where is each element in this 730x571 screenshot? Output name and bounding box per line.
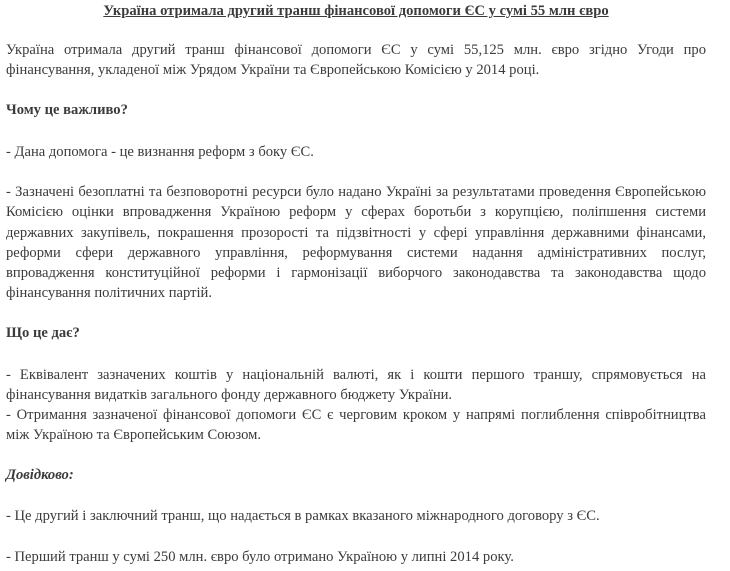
why-point-1: - Дана допомога - це визнання реформ з боку ЄС. (6, 144, 314, 160)
gives-point-1: - Еквівалент зазначених коштів у національній валюті, як і кошти першого траншу, спрямовується на фінансування видатків загального фонду державного бюджету України. (6, 367, 706, 404)
intro-paragraph: Україна отримала другий транш фінансової допомоги ЄС у сумі 55,125 млн. євро згідно Угоди про фінансування, укладеної між Урядом України та Європейською Комісією у 2014 році. (6, 42, 706, 79)
gives-point-2: - Отримання зазначеної фінансової допомоги ЄС є черговим кроком у напрямі поглиблення співробітництва між Україною та Європейським Союзом. (6, 407, 706, 444)
reference-heading: Довідково: (6, 467, 74, 483)
why-point-2: - Зазначені безоплатні та безповоротні ресурси було надано Україні за результатами проведення Європейською Комісією оцінки впровадження Україною реформ у сферах боротьби з корупцією, поліпшення системи державних закупівель, покрашення прозорості та підзвітності у сфері управління державними фінансами, реформи сфери державного управління, реформування системи надання адміністративних послуг, впровадження конституційної реформи і гармонізації виборчого законодавства та законодавства щодо фінансування політичних партій. (6, 184, 706, 302)
article-title: Україна отримала другий транш фінансової допомоги ЄС у сумі 55 млн євро (103, 3, 609, 19)
reference-point-2: - Перший транш у сумі 250 млн. євро було отримано Україною у липні 2014 року. (6, 549, 514, 565)
why-heading: Чому це важливо? (6, 102, 128, 118)
reference-point-1: - Це другий і заключний транш, що надається в рамках вказаного міжнародного договору з ЄС. (6, 508, 600, 524)
gives-heading: Що це дає? (6, 325, 80, 341)
